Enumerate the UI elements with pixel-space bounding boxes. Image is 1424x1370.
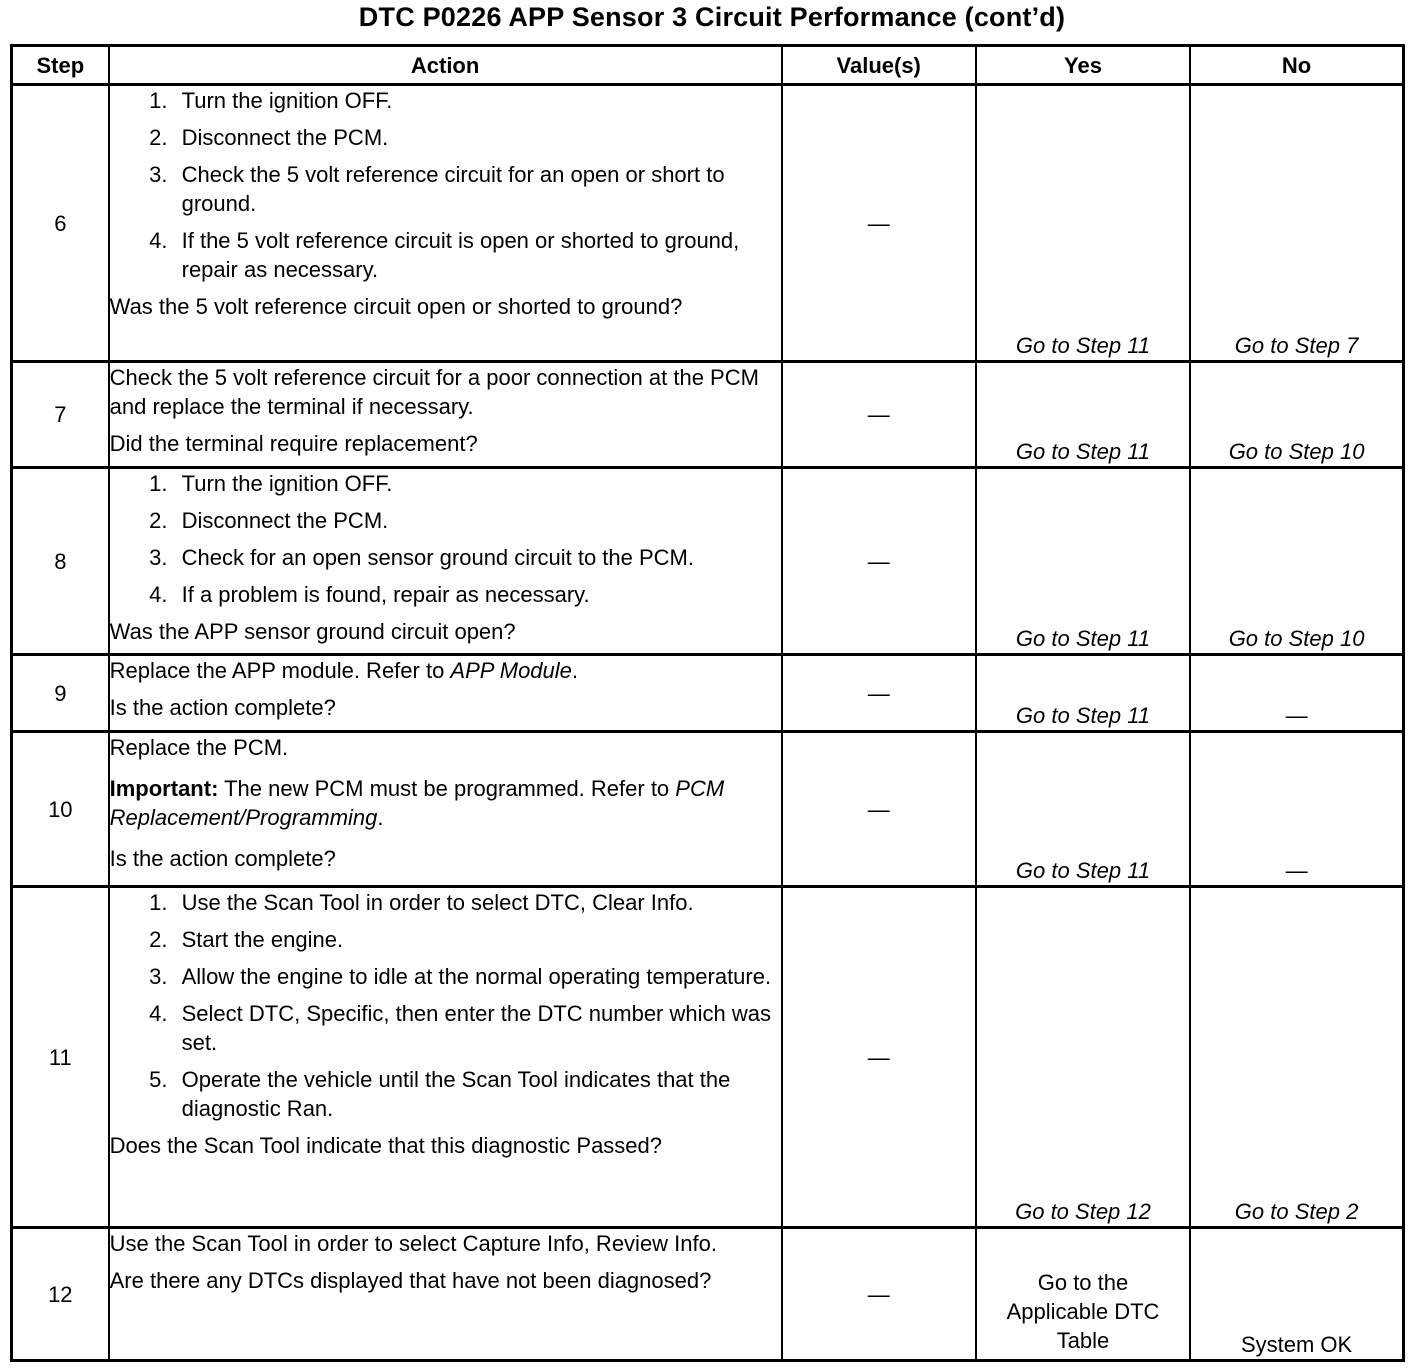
list-item: 3. Allow the engine to idle at the normal operating temperature. — [174, 962, 781, 991]
action-cell — [109, 1228, 782, 1361]
yes-link[interactable]: Go to Step 11 — [976, 362, 1190, 468]
header-row — [12, 46, 1404, 85]
value-cell: — — [782, 887, 976, 1228]
step-number: 11 — [12, 887, 109, 1228]
reference-link[interactable]: PCM Replacement/Programming — [109, 776, 725, 830]
yes-link[interactable]: Go to Step 12 — [976, 887, 1190, 1228]
action-question: Is the action complete? — [109, 846, 336, 871]
step-number: 7 — [12, 362, 109, 468]
action-question: Are there any DTCs displayed that have not been diagnosed? — [109, 1268, 712, 1293]
action-steps-list — [110, 86, 781, 284]
no-link[interactable]: Go to Step 10 — [1190, 362, 1403, 468]
action-question: Is the action complete? — [109, 695, 336, 720]
yes-link[interactable]: Go to Step 11 — [976, 468, 1190, 655]
list-item: 1. Turn the ignition OFF. — [174, 86, 781, 115]
step-number: 8 — [12, 468, 109, 655]
value-cell: — — [782, 468, 976, 655]
header-yes: Yes — [976, 46, 1190, 85]
no-link[interactable]: Go to Step 2 — [1190, 887, 1403, 1228]
action-question: Does the Scan Tool indicate that this diagnostic Passed? — [109, 1133, 663, 1158]
action-text: Replace the APP module. Refer to APP Module. — [109, 658, 579, 683]
table-row — [12, 85, 1404, 362]
yes-link[interactable]: Go to Step 11 — [976, 655, 1190, 732]
yes-link[interactable]: Go to Step 11 — [976, 85, 1190, 362]
action-text: Check the 5 volt reference circuit for a poor connection at the PCM and replace the terminal if necessary. — [109, 365, 759, 419]
list-item: 1. Turn the ignition OFF. — [174, 469, 781, 498]
table-row — [12, 732, 1404, 887]
no-result: System OK — [1190, 1228, 1403, 1361]
list-item: 2. Start the engine. — [174, 925, 781, 954]
list-item: 3. Check the 5 volt reference circuit for an open or short to ground. — [174, 160, 781, 218]
action-steps-list — [110, 469, 781, 609]
action-cell — [109, 362, 782, 468]
no-link[interactable]: Go to Step 10 — [1190, 468, 1403, 655]
no-value: — — [1190, 732, 1403, 887]
action-cell — [109, 655, 782, 732]
reference-link[interactable]: APP Module — [450, 658, 572, 683]
table-row — [12, 1228, 1404, 1361]
action-text: Replace the PCM. — [109, 735, 289, 760]
list-item: 4. Select DTC, Specific, then enter the DTC number which was set. — [174, 999, 781, 1057]
value-cell: — — [782, 85, 976, 362]
action-steps-list — [110, 888, 781, 1123]
header-step: Step — [12, 46, 109, 85]
yes-link[interactable]: Go to Step 11 — [976, 732, 1190, 887]
value-cell: — — [782, 655, 976, 732]
header-no: No — [1190, 46, 1403, 85]
step-number: 10 — [12, 732, 109, 887]
list-item: 3. Check for an open sensor ground circuit to the PCM. — [174, 543, 781, 572]
table-row — [12, 362, 1404, 468]
header-values: Value(s) — [782, 46, 976, 85]
no-value: — — [1190, 655, 1403, 732]
diagnostic-table — [10, 44, 1405, 1362]
list-item: 2. Disconnect the PCM. — [174, 123, 781, 152]
table-row — [12, 887, 1404, 1228]
page-title: DTC P0226 APP Sensor 3 Circuit Performance (cont’d) — [358, 2, 1066, 32]
list-item: 2. Disconnect the PCM. — [174, 506, 781, 535]
list-item: 1. Use the Scan Tool in order to select DTC, Clear Info. — [174, 888, 781, 917]
step-number: 6 — [12, 85, 109, 362]
list-item: 5. Operate the vehicle until the Scan Tool indicates that the diagnostic Ran. — [174, 1065, 781, 1123]
action-cell — [109, 732, 782, 887]
important-note: Important: The new PCM must be programmed. Refer to PCM Replacement/Programming. — [109, 776, 725, 830]
action-question: Did the terminal require replacement? — [109, 431, 478, 456]
action-question: Was the APP sensor ground circuit open? — [109, 619, 516, 644]
action-cell — [109, 887, 782, 1228]
action-question: Was the 5 volt reference circuit open or shorted to ground? — [109, 294, 683, 319]
table-row — [12, 468, 1404, 655]
value-cell: — — [782, 1228, 976, 1361]
step-number: 9 — [12, 655, 109, 732]
list-item: 4. If a problem is found, repair as necessary. — [174, 580, 781, 609]
no-link[interactable]: Go to Step 7 — [1190, 85, 1403, 362]
step-number: 12 — [12, 1228, 109, 1361]
header-action: Action — [109, 46, 782, 85]
yes-link[interactable]: Go to the Applicable DTC Table — [976, 1228, 1190, 1361]
list-item: 4. If the 5 volt reference circuit is open or shorted to ground, repair as necessary. — [174, 226, 781, 284]
table-row — [12, 655, 1404, 732]
action-cell — [109, 85, 782, 362]
action-cell — [109, 468, 782, 655]
value-cell: — — [782, 362, 976, 468]
value-cell: — — [782, 732, 976, 887]
important-label: Important: — [109, 776, 219, 801]
action-text: Use the Scan Tool in order to select Capture Info, Review Info. — [109, 1231, 717, 1256]
